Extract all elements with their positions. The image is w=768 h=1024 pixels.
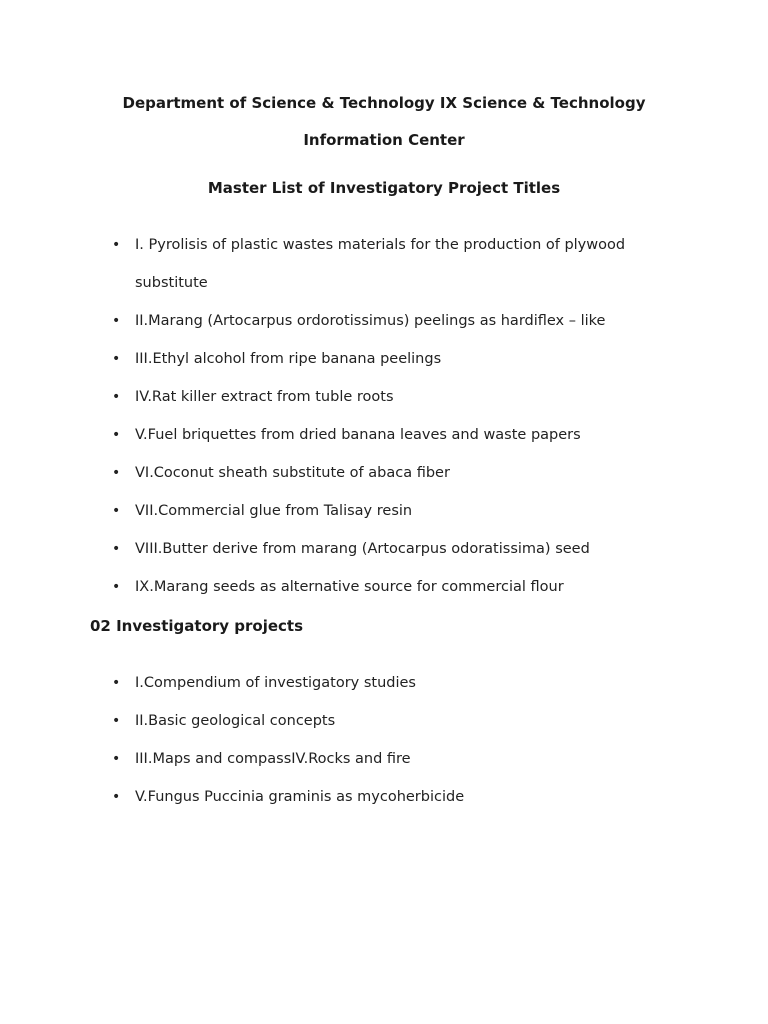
list-item-text: III.Maps and compassIV.Rocks and fire [135, 751, 411, 767]
bullet-icon: • [112, 675, 121, 691]
list-item-text: V.Fuel briquettes from dried banana leaves and waste papers [135, 427, 581, 443]
bullet-icon: • [112, 713, 121, 729]
list-item-text: IV.Rat killer extract from tuble roots [135, 389, 394, 405]
bullet-icon: • [112, 503, 121, 519]
list-item [0, 378, 768, 416]
section-heading: 02 Investigatory projects [90, 617, 304, 635]
list-item [0, 226, 768, 302]
list-title: Master List of Investigatory Project Titles [207, 179, 561, 197]
bullet-icon: • [112, 351, 121, 367]
list-item-text: III.Ethyl alcohol from ripe banana peelings [135, 351, 442, 367]
list-item-text: IX.Marang seeds as alternative source for commercial flour [135, 579, 564, 595]
list-item-text: V.Fungus Puccinia graminis as mycoherbicide [135, 789, 465, 805]
list-item-text: VIII.Butter derive from marang (Artocarpus odoratissima) seed [135, 541, 590, 557]
bullet-icon: • [112, 579, 121, 595]
list-item [0, 740, 768, 778]
list-item [0, 492, 768, 530]
bullet-icon: • [112, 427, 121, 443]
list-item [0, 702, 768, 740]
list-item [0, 664, 768, 702]
bullet-icon: • [112, 465, 121, 481]
list-item [0, 568, 768, 606]
list-item-text: VI.Coconut sheath substitute of abaca fiber [135, 465, 450, 481]
center-heading: Information Center [303, 131, 465, 149]
list-item [0, 778, 768, 816]
list-item-text: I.Compendium of investigatory studies [135, 675, 416, 691]
bullet-icon: • [112, 313, 121, 329]
department-heading: Department of Science & Technology IX Science & Technology [122, 94, 646, 112]
bullet-icon: • [112, 541, 121, 557]
list-item [0, 302, 768, 340]
project-title-list [0, 226, 768, 606]
list-item [0, 454, 768, 492]
list-item-text: I. Pyrolisis of plastic wastes materials for the production of plywood substitute [135, 237, 626, 291]
list-item-text: II.Marang (Artocarpus ordorotissimus) peelings as hardiflex – like [135, 313, 606, 329]
list-item [0, 530, 768, 568]
list-item-text: VII.Commercial glue from Talisay resin [135, 503, 413, 519]
bullet-icon: • [112, 389, 121, 405]
bullet-icon: • [112, 789, 121, 805]
list-item [0, 340, 768, 378]
bullet-icon: • [112, 751, 121, 767]
bullet-icon: • [112, 237, 121, 253]
list-item [0, 416, 768, 454]
investigatory-projects-list [0, 664, 768, 816]
list-item-text: II.Basic geological concepts [135, 713, 336, 729]
